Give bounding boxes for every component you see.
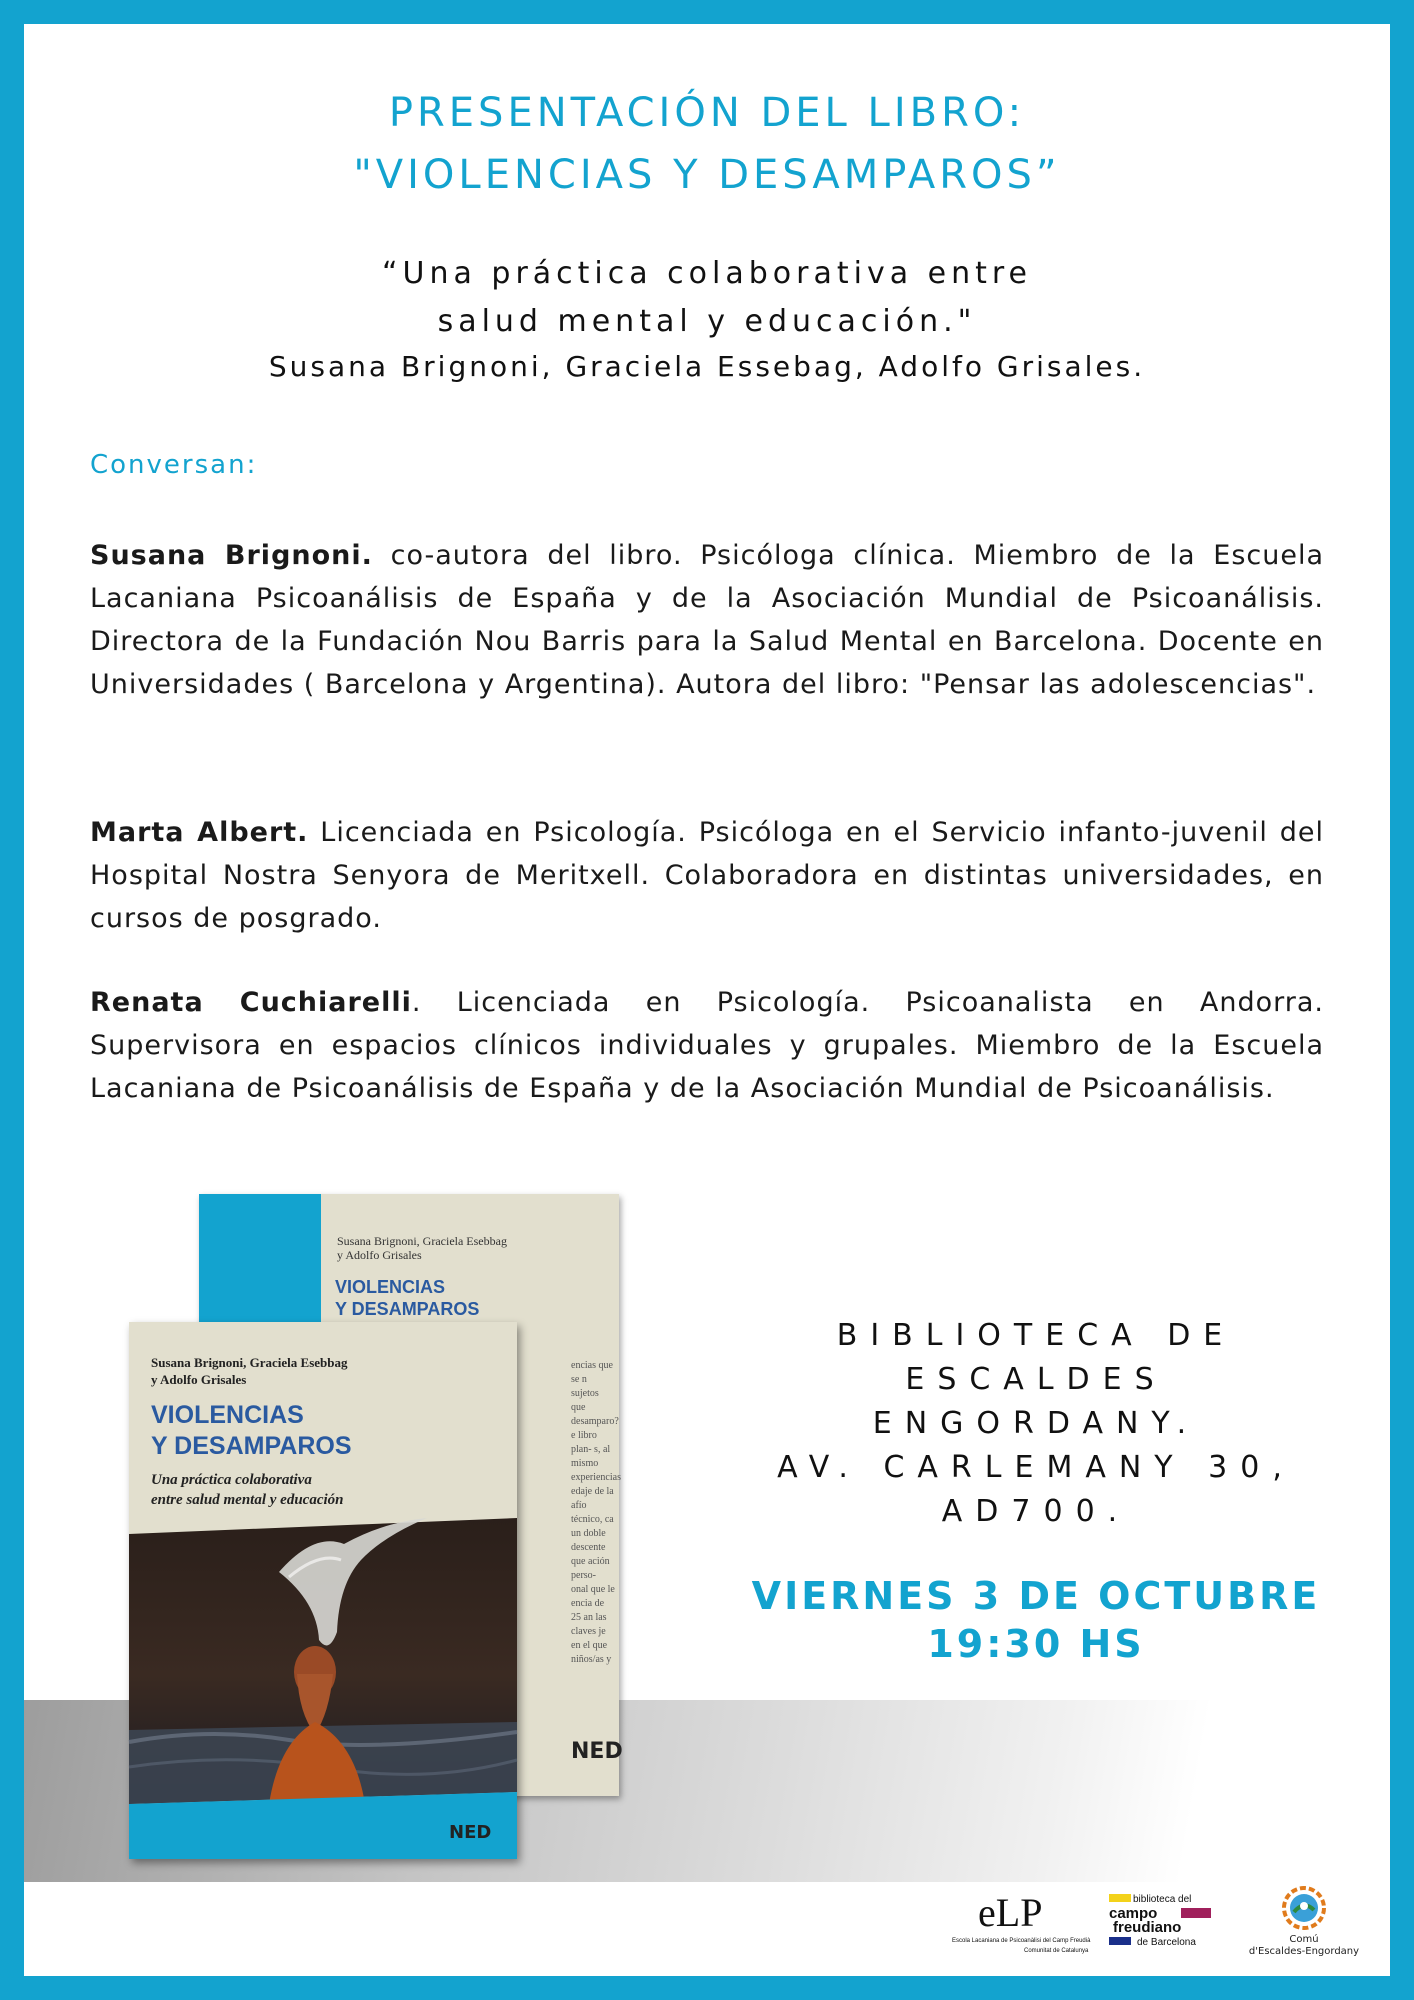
comu-emblem-icon — [1282, 1886, 1326, 1930]
back-title-line-2: Y DESAMPAROS — [335, 1299, 480, 1319]
venue-line-3: ENGORDANY. — [872, 1406, 1200, 1441]
elp-text-2: Comunitat de Catalunya — [1024, 1948, 1089, 1954]
date-line-1: VIERNES 3 DE OCTUBRE — [751, 1574, 1321, 1618]
comu-line-1: Comú — [1289, 1934, 1319, 1945]
venue-address — [736, 1314, 1336, 1534]
title-line-2: "VIOLENCIAS Y DESAMPAROS” — [353, 152, 1061, 198]
front-subtitle-line-2: entre salud mental y educación — [151, 1492, 344, 1508]
speaker-description: . Licenciada en Psicología. Psicoanalista en Andorra. Supervisora en espacios clínicos individuales y grupales. Miembro de la Escuela Lacaniana de Psicoanálisis de España y de la Asociación Mundial de Psicoanálisis. — [90, 987, 1324, 1104]
campo-freudiano-logo — [1109, 1890, 1219, 1960]
book-front-cover — [129, 1322, 517, 1859]
front-cover-authors — [151, 1354, 347, 1388]
back-cover-text: encias que se n sujetos que desamparo? e libro plan- s, al mismo experiencias edaje de la afío técnico, ca un doble descente que ación perso- onal que le encia de 25 an las claves je en el que niños/as y — [571, 1360, 621, 1665]
venue-line-4: AV. CARLEMANY 30, — [777, 1450, 1295, 1485]
date-line-2: 19:30 HS — [927, 1622, 1145, 1666]
comu-logo — [1239, 1886, 1369, 1966]
book-subtitle — [24, 250, 1390, 346]
book-authors: Susana Brignoni, Graciela Essebag, Adolfo Grisales. — [268, 350, 1146, 383]
cf-line-2: campo — [1109, 1905, 1158, 1922]
front-cover-subtitle — [151, 1470, 344, 1510]
speaker-name: Marta Albert. — [90, 817, 309, 848]
front-title-line-2: Y DESAMPAROS — [151, 1432, 352, 1460]
publisher-logo: NED — [571, 1739, 623, 1764]
back-cover-title — [335, 1276, 479, 1320]
svg-text:eLP: eLP — [978, 1890, 1043, 1935]
venue-line-5: AD700. — [941, 1494, 1131, 1529]
front-subtitle-line-1: Una práctica colaborativa — [151, 1472, 312, 1488]
subtitle-line-1: “Una práctica colaborativa entre — [381, 256, 1033, 291]
front-authors-line-2: y Adolfo Grisales — [151, 1372, 247, 1387]
speaker-bio — [90, 811, 1324, 940]
page-title — [24, 82, 1390, 206]
publisher-logo: NED — [449, 1822, 492, 1843]
poster — [24, 24, 1390, 1976]
subtitle-line-2: salud mental y educación." — [437, 304, 977, 339]
venue-line-1: BIBLIOTECA DE — [836, 1318, 1236, 1353]
front-authors-line-1: Susana Brignoni, Graciela Esebbag — [151, 1355, 348, 1370]
conversan-label: Conversan: — [90, 450, 258, 480]
elp-text-1: Escola Lacaniana de Psicoanàlisi del Camp Freudià — [952, 1938, 1091, 1944]
event-date — [736, 1572, 1336, 1668]
cf-line-3: freudiano — [1113, 1919, 1182, 1936]
back-authors-line-2: y Adolfo Grisales — [337, 1248, 422, 1262]
comu-line-2: d'Escaldes-Engordany — [1248, 1946, 1360, 1957]
front-cover-title — [151, 1400, 352, 1462]
front-title-line-1: VIOLENCIAS — [151, 1401, 304, 1429]
speaker-name: Susana Brignoni. — [90, 540, 373, 571]
speaker-bio — [90, 981, 1324, 1110]
speaker-name: Renata Cuchiarelli — [90, 987, 412, 1018]
cf-line-4: de Barcelona — [1137, 1937, 1196, 1948]
speaker-description: co-autora del libro. Psicóloga clínica. Miembro de la Escuela Lacaniana Psicoanálisis de España y de la Asociación Mundial de Psicoanálisis. Directora de la Fundación Nou Barris para la Salud Mental en Barcelona. Docente en Universidades ( Barcelona y Argentina). Autora del libro: "Pensar las adolescencias". — [90, 540, 1325, 700]
title-line-1: PRESENTACIÓN DEL LIBRO: — [388, 90, 1026, 136]
back-cover-authors — [337, 1234, 507, 1262]
back-authors-line-1: Susana Brignoni, Graciela Esebbag — [337, 1234, 507, 1248]
speaker-description: Licenciada en Psicología. Psicóloga en el Servicio infanto-juvenil del Hospital Nostra Senyora de Meritxell. Colaboradora en distintas universidades, en cursos de posgrado. — [90, 817, 1325, 934]
venue-line-2: ESCALDES — [905, 1362, 1167, 1397]
speaker-bio — [90, 534, 1324, 706]
elp-logo — [904, 1890, 1104, 1960]
back-title-line-1: VIOLENCIAS — [335, 1277, 446, 1297]
cf-line-1: biblioteca del — [1133, 1894, 1192, 1905]
